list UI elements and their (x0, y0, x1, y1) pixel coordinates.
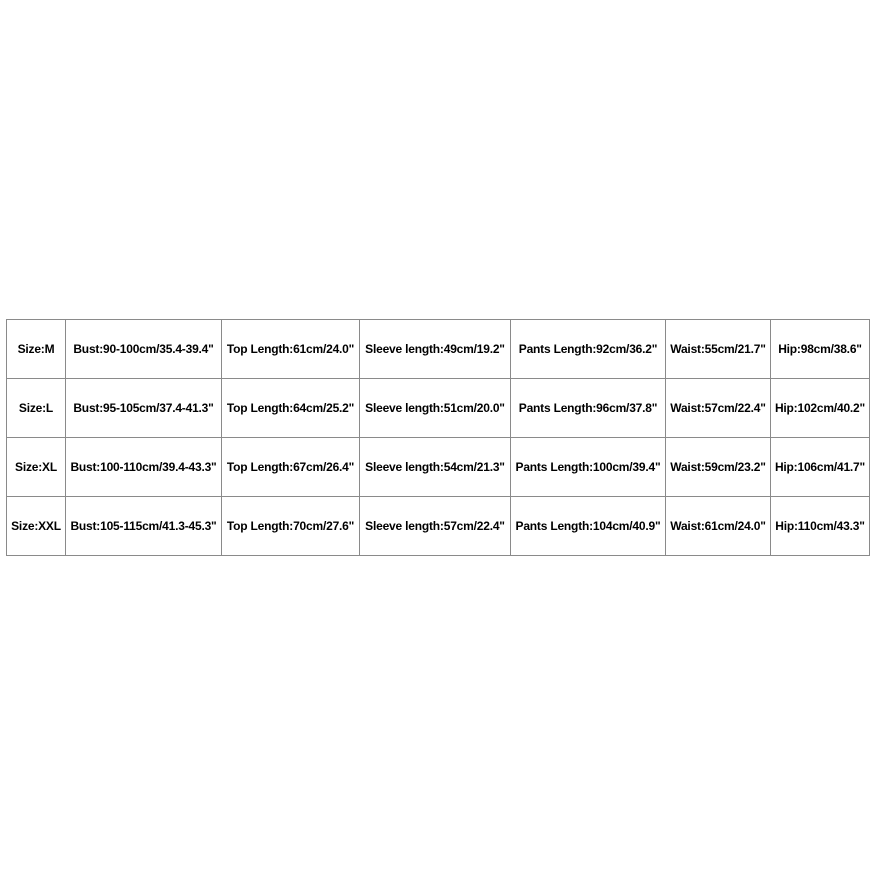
waist-cell: Waist:59cm/23.2" (666, 438, 771, 497)
top-length-cell: Top Length:64cm/25.2" (222, 379, 360, 438)
table-row (7, 497, 870, 556)
pants-length-cell: Pants Length:92cm/36.2" (511, 320, 666, 379)
bust-cell: Bust:100-110cm/39.4-43.3" (66, 438, 222, 497)
bust-cell: Bust:105-115cm/41.3-45.3" (66, 497, 222, 556)
top-length-cell: Top Length:67cm/26.4" (222, 438, 360, 497)
waist-cell: Waist:55cm/21.7" (666, 320, 771, 379)
size-cell: Size:XL (7, 438, 66, 497)
table-row (7, 320, 870, 379)
bust-cell: Bust:90-100cm/35.4-39.4" (66, 320, 222, 379)
size-cell: Size:L (7, 379, 66, 438)
sleeve-length-cell: Sleeve length:57cm/22.4" (360, 497, 511, 556)
hip-cell: Hip:98cm/38.6" (771, 320, 870, 379)
pants-length-cell: Pants Length:104cm/40.9" (511, 497, 666, 556)
top-length-cell: Top Length:61cm/24.0" (222, 320, 360, 379)
table-row (7, 379, 870, 438)
size-cell: Size:XXL (7, 497, 66, 556)
table-row (7, 438, 870, 497)
hip-cell: Hip:106cm/41.7" (771, 438, 870, 497)
sleeve-length-cell: Sleeve length:49cm/19.2" (360, 320, 511, 379)
hip-cell: Hip:102cm/40.2" (771, 379, 870, 438)
bust-cell: Bust:95-105cm/37.4-41.3" (66, 379, 222, 438)
hip-cell: Hip:110cm/43.3" (771, 497, 870, 556)
pants-length-cell: Pants Length:96cm/37.8" (511, 379, 666, 438)
sleeve-length-cell: Sleeve length:51cm/20.0" (360, 379, 511, 438)
top-length-cell: Top Length:70cm/27.6" (222, 497, 360, 556)
size-cell: Size:M (7, 320, 66, 379)
waist-cell: Waist:57cm/22.4" (666, 379, 771, 438)
size-chart-table (6, 319, 870, 556)
waist-cell: Waist:61cm/24.0" (666, 497, 771, 556)
sleeve-length-cell: Sleeve length:54cm/21.3" (360, 438, 511, 497)
pants-length-cell: Pants Length:100cm/39.4" (511, 438, 666, 497)
